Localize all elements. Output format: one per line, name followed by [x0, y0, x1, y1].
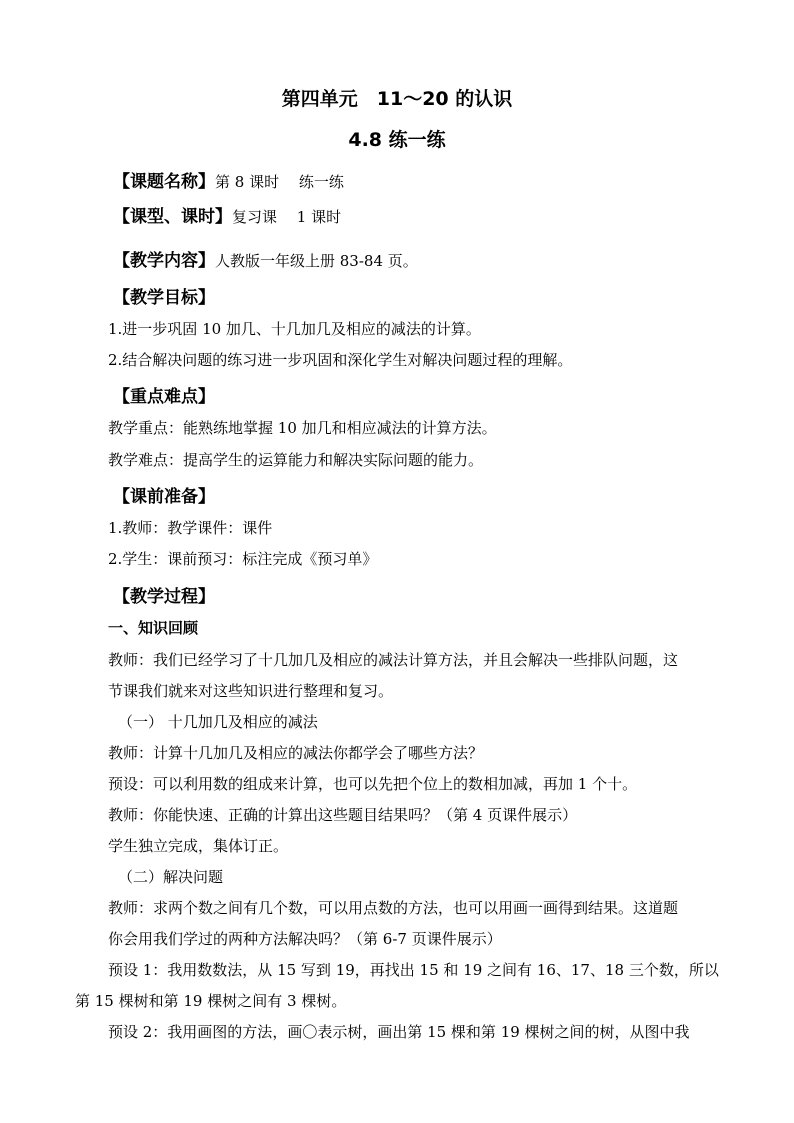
prep-item: 2.学生：课前预习：标注完成《预习单》 — [108, 550, 378, 568]
lesson-type-value: 复习课 1 课时 — [232, 208, 342, 226]
paragraph-line: 教师：你能快速、正确的计算出这些题目结果吗？（第 4 页课件展示） — [108, 806, 578, 824]
subsection-heading: （一） 十几加几及相应的减法 — [118, 713, 318, 731]
prep-item: 1.教师：教学课件：课件 — [108, 519, 273, 537]
lesson-name-value: 第 8 课时 练一练 — [215, 173, 344, 191]
paragraph-line: 预设：可以利用数的组成来计算，也可以先把个位上的数相加减，再加 1 个十。 — [108, 775, 638, 793]
content-row — [113, 251, 418, 271]
paragraph-line: 学生独立完成，集体订正。 — [108, 837, 289, 855]
goals-heading: 【教学目标】 — [113, 288, 215, 308]
paragraph-line: 教师：我们已经学习了十几加几及相应的减法计算方法，并且会解决一些排队问题，这 — [108, 651, 679, 669]
lesson-name-label: 【课题名称】 — [113, 172, 215, 192]
keypoint-item: 教学难点：提高学生的运算能力和解决实际问题的能力。 — [108, 451, 484, 469]
prep-heading: 【课前准备】 — [113, 487, 215, 507]
goal-item: 2.结合解决问题的练习进一步巩固和深化学生对解决问题过程的理解。 — [108, 351, 573, 369]
unit-title: 第四单元 11～20 的认识 — [281, 88, 513, 110]
paragraph-line: 第 15 棵树和第 19 棵树之间有 3 棵树。 — [75, 992, 347, 1010]
paragraph-line: 预设 1：我用数数法，从 15 写到 19，再找出 15 和 19 之间有 16、17、18 三个数，所以 — [108, 961, 719, 979]
section-heading: 一、知识回顾 — [108, 619, 199, 637]
paragraph-line: 你会用我们学过的两种方法解决吗？（第 6-7 页课件展示） — [108, 930, 502, 948]
paragraph-line: 教师：求两个数之间有几个数，可以用点数的方法，也可以用画一画得到结果。这道题 — [108, 899, 679, 917]
keypoint-item: 教学重点：能熟练地掌握 10 加几和相应减法的计算方法。 — [108, 419, 497, 437]
lesson-name-row — [113, 172, 344, 192]
subsection-heading: （二）解决问题 — [118, 868, 224, 886]
goal-item: 1.进一步巩固 10 加几、十几加几及相应的减法的计算。 — [108, 320, 481, 338]
keypoints-heading: 【重点难点】 — [113, 387, 215, 407]
lesson-type-label: 【课型、课时】 — [113, 207, 232, 227]
content-value: 人教版一年级上册 83-84 页。 — [215, 252, 418, 270]
paragraph-line: 教师：计算十几加几及相应的减法你都学会了哪些方法？ — [108, 744, 484, 762]
lesson-type-row — [113, 207, 341, 227]
lesson-title: 4.8 练一练 — [348, 129, 446, 151]
paragraph-line: 节课我们就来对这些知识进行整理和复习。 — [108, 682, 394, 700]
paragraph-line: 预设 2：我用画图的方法，画〇表示树，画出第 15 棵和第 19 棵树之间的树，从图中我 — [108, 1023, 690, 1041]
process-heading: 【教学过程】 — [113, 587, 215, 607]
content-label: 【教学内容】 — [113, 251, 215, 271]
